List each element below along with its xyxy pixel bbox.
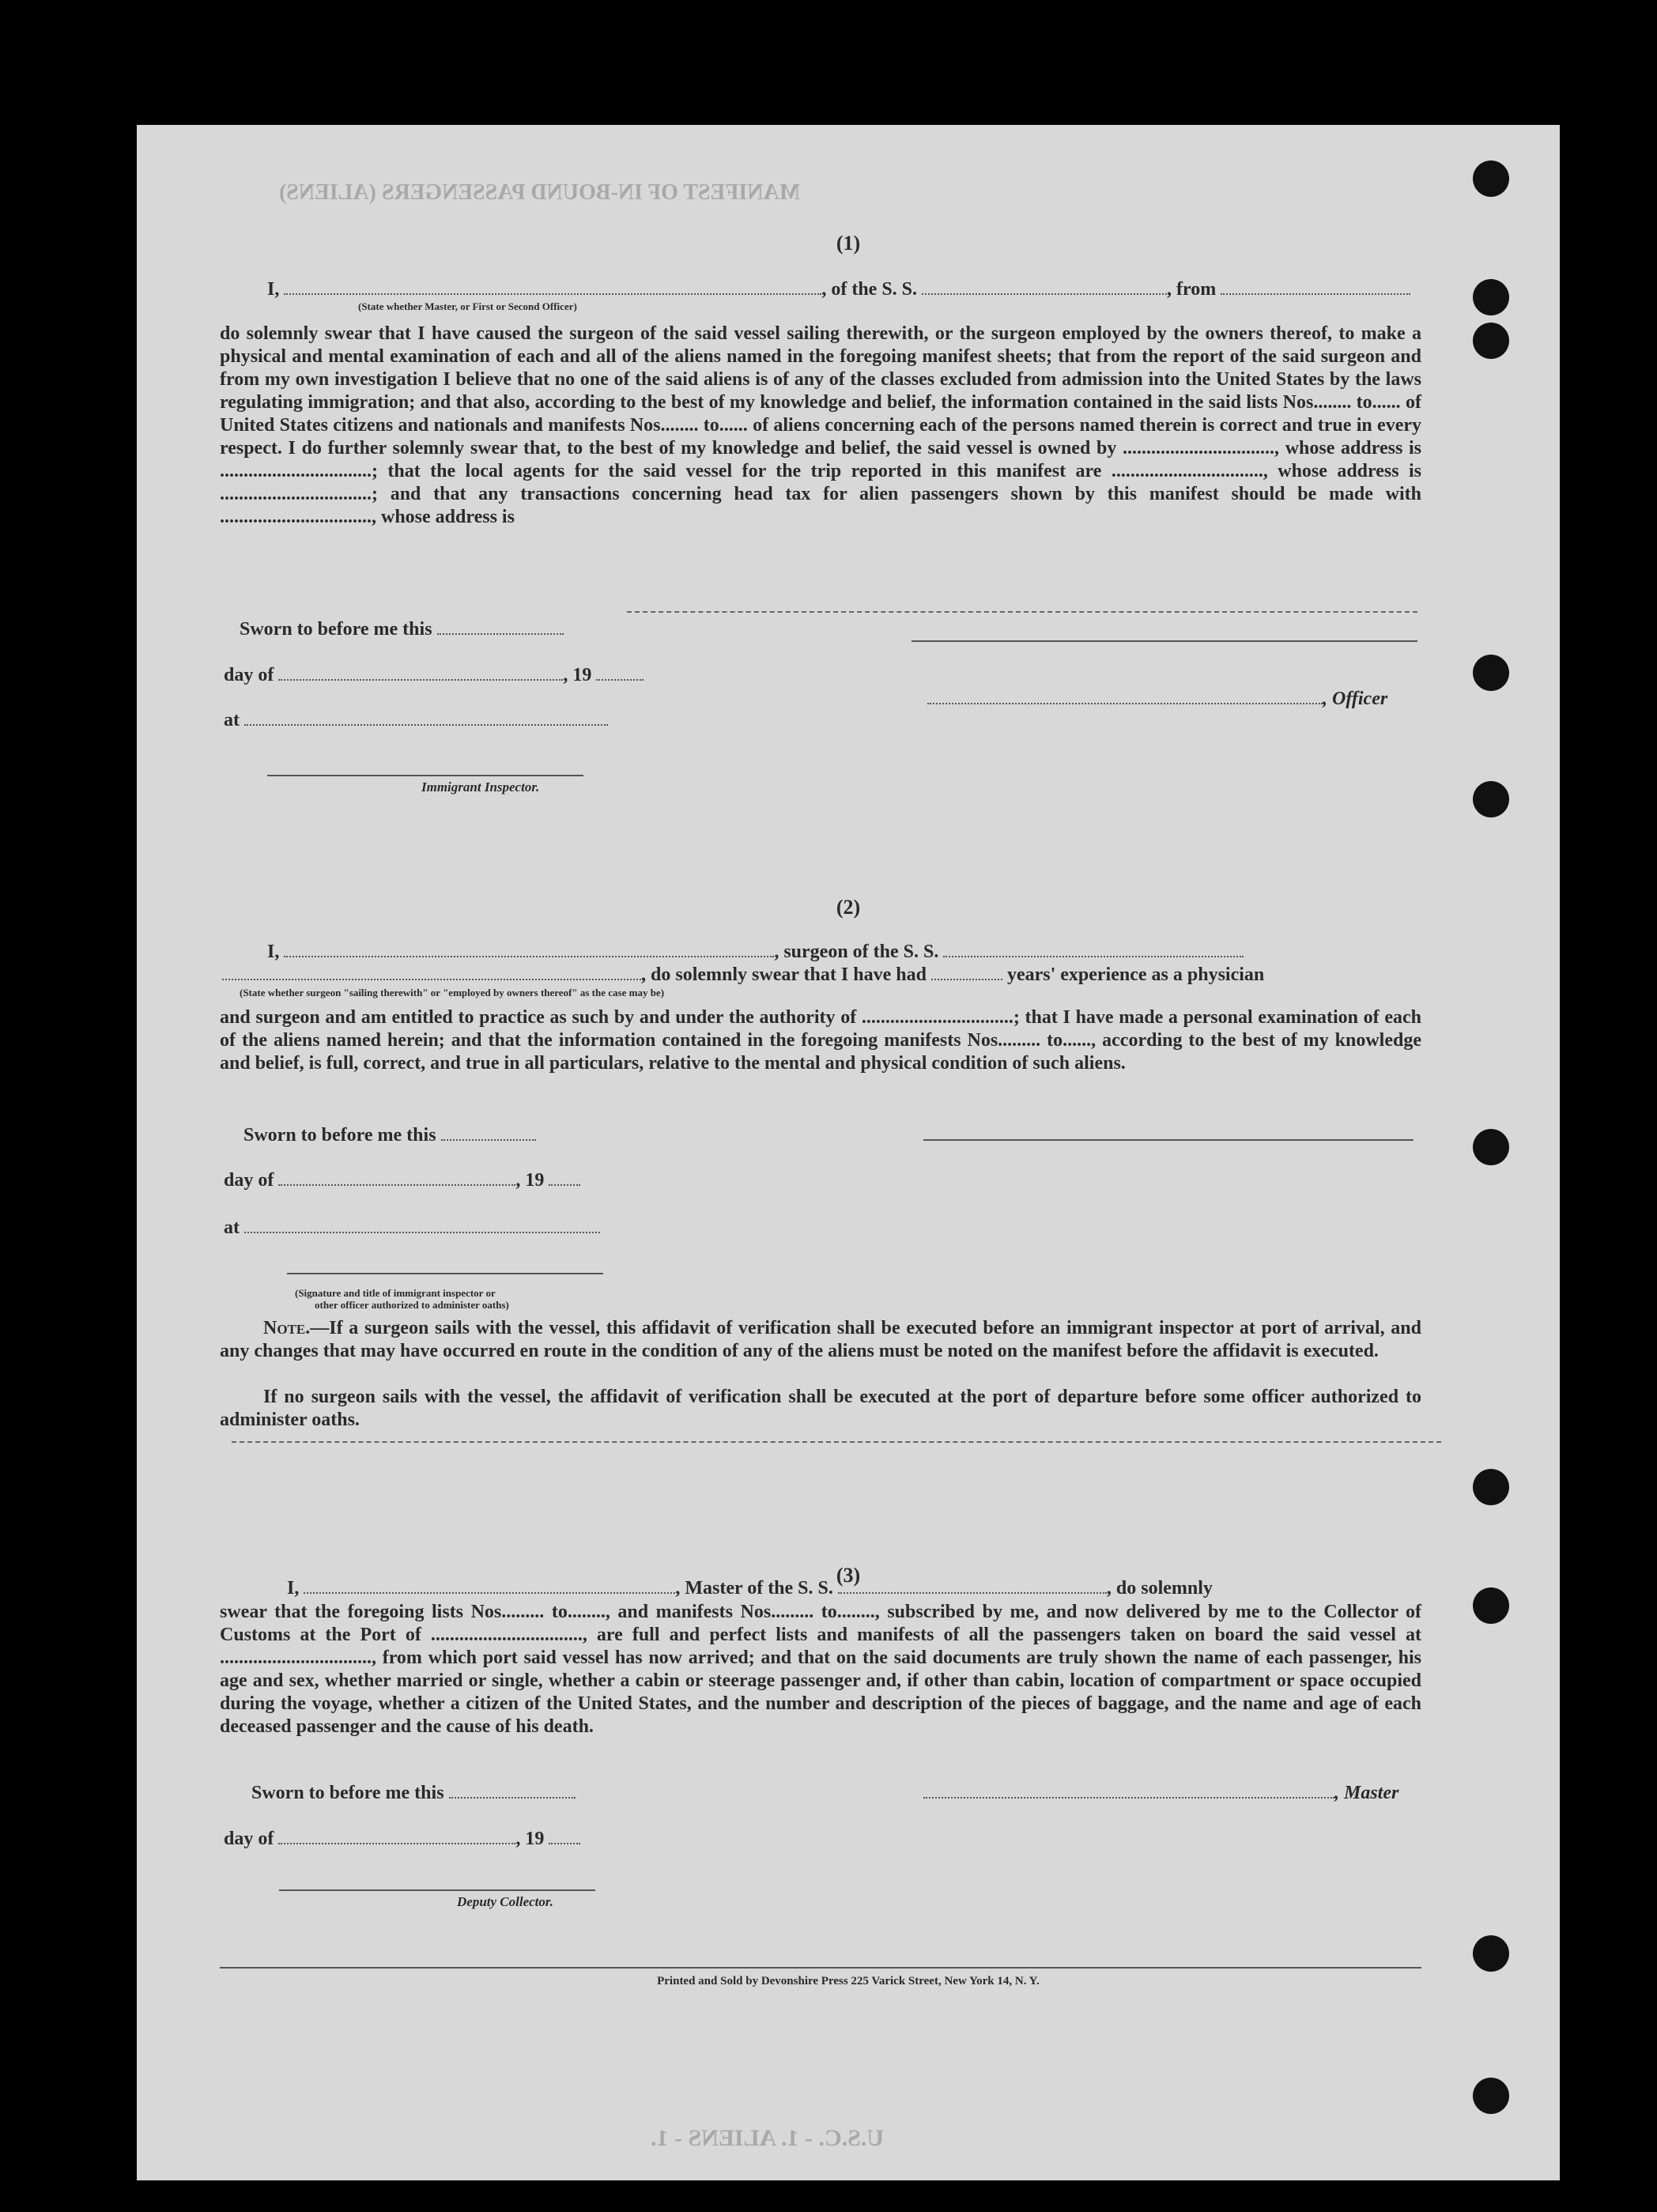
year-label: , 19 <box>515 1829 545 1849</box>
note-paragraph <box>220 1317 1421 1363</box>
officer-line <box>927 689 1387 710</box>
master-line <box>923 1783 1398 1804</box>
signature-note-2: other officer authorized to administer oaths) <box>315 1299 509 1311</box>
binder-hole <box>1473 655 1509 691</box>
note-paragraph-2: If no surgeon sails with the vessel, the affidavit of verification shall be executed at the port of departure before some officer authorized to administer oaths. <box>220 1387 1421 1430</box>
year-field[interactable] <box>549 1829 580 1844</box>
signature-line <box>923 1139 1414 1141</box>
years-label: years' experience as a physician <box>1006 964 1265 985</box>
sworn-line-2 <box>243 1125 536 1146</box>
vessel-name-field[interactable] <box>922 279 1167 295</box>
binder-hole <box>1473 160 1509 197</box>
sworn-line-1 <box>240 619 564 640</box>
sworn-label: Sworn to before me this <box>251 1783 444 1803</box>
bleed-through-bottom: U.S.C. - 1. ALIENS - 1. <box>651 2125 885 2151</box>
at-label: at <box>224 710 240 730</box>
day-of-line-1 <box>224 665 644 686</box>
bleed-through-header: MANIFEST OF IN-BOUND PASSENGERS (ALIENS) <box>279 180 801 205</box>
swear-label: , do solemnly swear that I have had <box>641 964 927 985</box>
section-3-opening <box>287 1578 1213 1599</box>
footer-rule <box>220 1967 1421 1969</box>
binder-hole <box>1473 2078 1509 2114</box>
officer-signature-field[interactable] <box>927 689 1323 704</box>
officer-note: (State whether Master, or First or Second Officer) <box>358 300 577 312</box>
printer-footer: Printed and Sold by Devonshire Press 225 Varick Street, New York 14, N. Y. <box>657 1975 1040 1987</box>
day-of-label: day of <box>224 665 274 685</box>
master-label: , Master <box>1334 1783 1399 1803</box>
i-label: I, <box>267 942 280 962</box>
divider <box>627 611 1417 613</box>
day-field[interactable] <box>278 1170 515 1186</box>
of-ss-label: , of the S. S. <box>821 279 918 300</box>
inspector-caption: Immigrant Inspector. <box>421 779 540 795</box>
deputy-caption: Deputy Collector. <box>457 1894 553 1909</box>
at-line-2 <box>224 1217 600 1239</box>
day-of-label: day of <box>224 1829 274 1849</box>
sworn-label: Sworn to before me this <box>240 619 432 640</box>
binder-hole <box>1473 279 1509 315</box>
binder-hole <box>1473 323 1509 359</box>
i-label: I, <box>267 279 280 300</box>
day-of-line-2 <box>224 1170 580 1191</box>
sworn-label: Sworn to before me this <box>243 1125 436 1146</box>
at-field[interactable] <box>244 710 608 726</box>
binder-hole <box>1473 1129 1509 1165</box>
document-page <box>137 125 1560 2180</box>
sailing-note: (State whether surgeon "sailing therewith" or "employed by owners thereof" as the case may be) <box>240 987 665 998</box>
binder-hole <box>1473 1935 1509 1972</box>
section-3-number: (3) <box>836 1564 861 1587</box>
section-1-number: (1) <box>836 232 861 255</box>
binder-hole <box>1473 781 1509 817</box>
inspector-line <box>267 775 583 776</box>
note-label: Note. <box>263 1318 311 1338</box>
surgeon-name-field[interactable] <box>284 942 774 957</box>
master-of-label: , Master of the S. S. <box>675 1578 833 1599</box>
years-field[interactable] <box>931 964 1002 980</box>
day-field[interactable] <box>278 665 563 681</box>
officer-name-field[interactable] <box>284 279 821 295</box>
section-2-body: and surgeon and am entitled to practice as such by and under the authority of ................................; that I have made a personal examination of each of the aliens named herein; and that the information contained in the foregoing manifests Nos......... to......, according to the best of my knowledge and belief, is full, correct, and true in all particulars, relative to the mental and physical condition of such aliens. <box>220 1007 1421 1074</box>
master-name-field[interactable] <box>304 1578 675 1594</box>
binder-hole <box>1473 1587 1509 1624</box>
deputy-line <box>279 1889 595 1891</box>
binder-hole <box>1473 1469 1509 1505</box>
master-vessel-field[interactable] <box>838 1578 1107 1594</box>
from-port-field[interactable] <box>1221 279 1410 295</box>
surgeon-of-label: , surgeon of the S. S. <box>774 942 939 962</box>
officer-label: , Officer <box>1323 689 1388 709</box>
surgeon-vessel-field[interactable] <box>943 942 1244 957</box>
sailing-status-field[interactable] <box>222 964 641 980</box>
at-field[interactable] <box>244 1217 600 1233</box>
section-2-swear-line <box>222 964 1264 986</box>
day-of-label: day of <box>224 1170 274 1191</box>
master-signature-field[interactable] <box>923 1783 1334 1799</box>
section-2-opening <box>267 942 1244 963</box>
sworn-date-field[interactable] <box>441 1125 536 1141</box>
sworn-date-field[interactable] <box>437 619 564 635</box>
divider <box>232 1441 1441 1443</box>
day-of-line-3 <box>224 1829 580 1850</box>
at-line-1 <box>224 710 608 731</box>
sworn-line-3 <box>251 1783 576 1804</box>
year-field[interactable] <box>549 1170 580 1186</box>
inspector-signature-line <box>287 1273 603 1274</box>
section-3-body: swear that the foregoing lists Nos......... to........, and manifests Nos......... to........, subscribed by me, and now delivered by me to the Collector of Customs at the Port of ................................, are full and perfect lists and manifests of all the passengers taken on board the said vessel at ................................, from which port said vessel has now arrived; and that on the said documents are truly shown the name of each passenger, his age and sex, whether married or single, whether a cabin or steerage passenger and, if other than cabin, location of compartment or space occupied during the voyage, whether a citizen of the United States, and the number and description of the pieces of baggage, and the name and age of each deceased passenger and the cause of his death. <box>220 1602 1421 1737</box>
section-1-body: do solemnly swear that I have caused the surgeon of the said vessel sailing therewith, or the surgeon employed by the owners thereof, to make a physical and mental examination of each and all of the aliens named in the foregoing manifest sheets; that from the report of the said surgeon and from my own investigation I believe that no one of the said aliens is of any of the classes excluded from admission into the United States by the laws regulating immigration; and that also, according to the best of my knowledge and belief, the information contained in the said lists Nos........ to...... of United States citizens and nationals and manifests Nos........ to...... of aliens concerning each of the persons named therein is correct and true in every respect. I do further solemnly swear that, to the best of my knowledge and belief, the said vessel is owned by ................................, whose address is ................................; that the local agents for the said vessel for the trip reported in this manifest are ................................, whose address is ................................; and that any transactions concerning head tax for alien passengers shown by this manifest should be made with ................................, whose address is <box>220 323 1421 527</box>
year-label: , 19 <box>515 1170 545 1191</box>
from-label: , from <box>1167 279 1217 300</box>
section-2-number: (2) <box>836 896 861 919</box>
i-label: I, <box>287 1578 300 1599</box>
year-field[interactable] <box>596 665 644 681</box>
day-field[interactable] <box>278 1829 515 1844</box>
section-1-opening <box>267 279 1410 300</box>
signature-note-1: (Signature and title of immigrant inspector or <box>295 1287 496 1299</box>
do-solemnly-label: , do solemnly <box>1106 1578 1213 1599</box>
year-label: , 19 <box>563 665 592 685</box>
at-label: at <box>224 1217 240 1238</box>
note-text: —If a surgeon sails with the vessel, this affidavit of verification shall be executed before an immigrant inspector at port of arrival, and any changes that may have occurred en route in the condition of any of the aliens must be noted on the manifest before the affidavit is executed. <box>220 1318 1421 1361</box>
sworn-date-field[interactable] <box>449 1783 576 1799</box>
signature-line <box>912 640 1417 642</box>
